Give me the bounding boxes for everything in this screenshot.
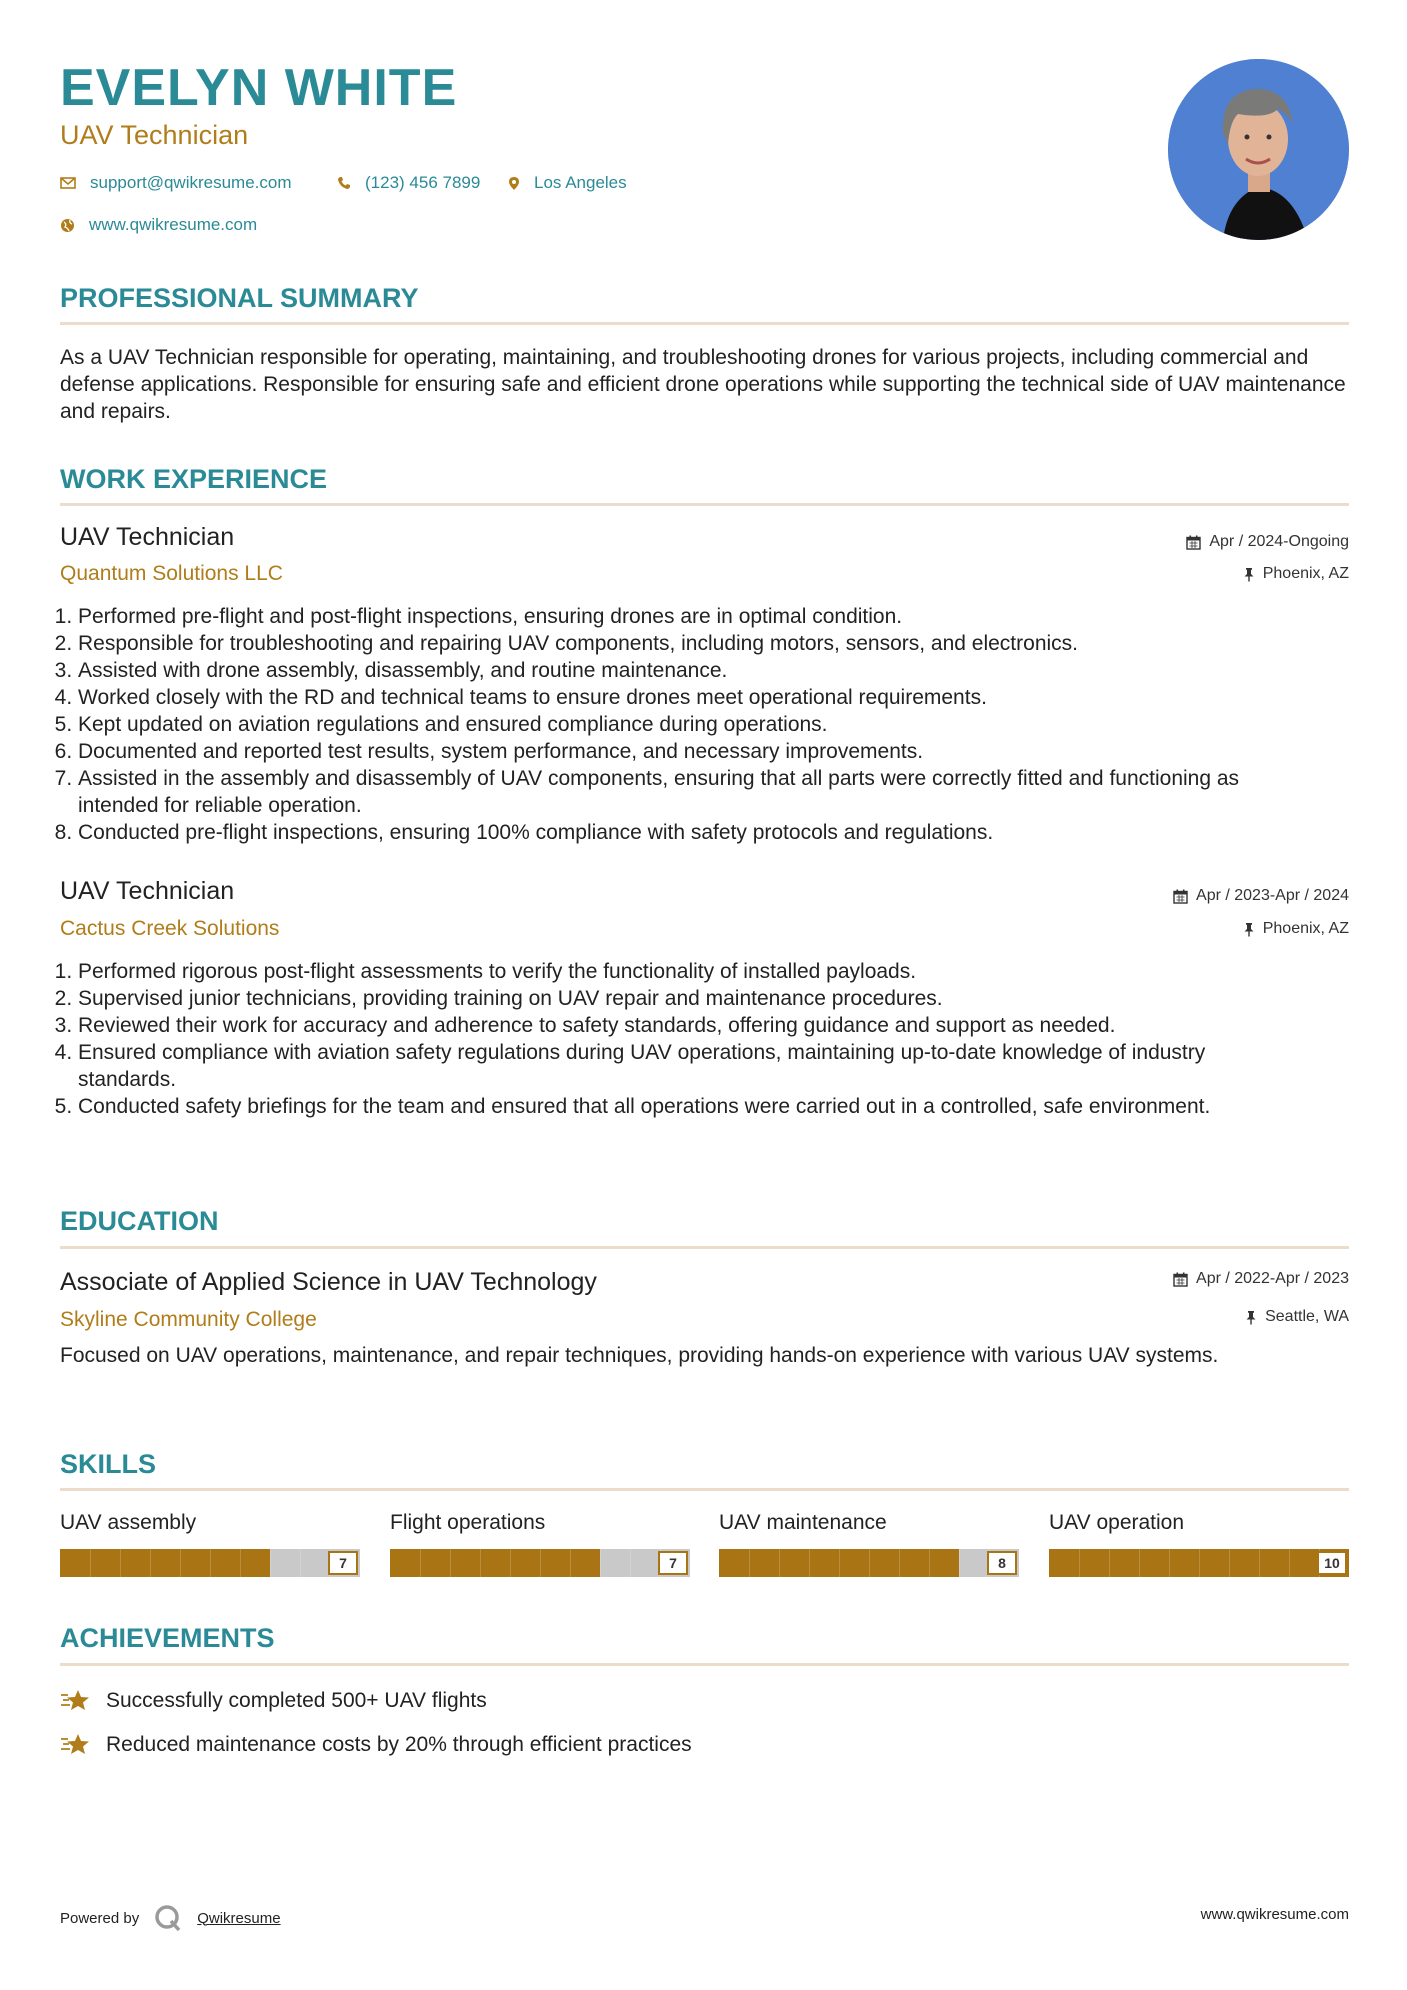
- achievement-item: [60, 1731, 692, 1759]
- list-item: 5. Kept updated on aviation regulations and ensured compliance during operations.: [78, 711, 1308, 738]
- education-description: Focused on UAV operations, maintenance, and repair techniques, providing hands-on experience with various UAV systems.: [60, 1344, 1219, 1367]
- job-date-text: Apr / 2024-Ongoing: [1209, 533, 1349, 550]
- list-item: 4. Ensured compliance with aviation safety regulations during UAV operations, maintaining up-to-date knowledge of industry standards.: [78, 1039, 1308, 1093]
- skill-bar-segment-divider: [809, 1549, 810, 1577]
- portrait-image: [1168, 59, 1349, 240]
- skill-label: Flight operations: [390, 1511, 546, 1534]
- star-icon: [60, 1731, 92, 1759]
- education-date: [1173, 1270, 1349, 1288]
- skill-level-badge: 7: [658, 1551, 688, 1575]
- job-date-text: Apr / 2023-Apr / 2024: [1196, 887, 1349, 904]
- education-heading: EDUCATION: [60, 1206, 219, 1236]
- profile-photo: [1168, 59, 1349, 240]
- skill-bar-track: [719, 1549, 1019, 1577]
- skill-bar-track: [1049, 1549, 1349, 1577]
- skill-bar-segment-divider: [899, 1549, 900, 1577]
- job-date: [1186, 533, 1349, 551]
- education-divider: [60, 1246, 1349, 1249]
- job-date: [1173, 887, 1349, 905]
- phone-text: (123) 456 7899: [365, 173, 481, 192]
- job-bullets: [60, 603, 1308, 846]
- skill-label: UAV assembly: [60, 1511, 197, 1534]
- education-date-text: Apr / 2022-Apr / 2023: [1196, 1270, 1349, 1287]
- education-location: [1245, 1308, 1349, 1326]
- list-item: 2. Responsible for troubleshooting and repairing UAV components, including motors, sensors, and electronics.: [78, 630, 1308, 657]
- skill-bar-segment-divider: [420, 1549, 421, 1577]
- star-icon: [60, 1687, 92, 1715]
- location-text: Los Angeles: [534, 173, 627, 192]
- calendar-icon: [1186, 535, 1201, 550]
- skill-bar-segment-divider: [749, 1549, 750, 1577]
- skill-bar-segment-divider: [1169, 1549, 1170, 1577]
- envelope-icon: [60, 177, 76, 189]
- skill-bar-segment-divider: [180, 1549, 181, 1577]
- skill-bar-segment-divider: [90, 1549, 91, 1577]
- skill-bar-fill: [60, 1549, 270, 1577]
- achievements-divider: [60, 1663, 1349, 1666]
- skill-bar-segment-divider: [1229, 1549, 1230, 1577]
- skill-bar-segment-divider: [120, 1549, 121, 1577]
- skill-bar: [1049, 1549, 1349, 1577]
- job-title: UAV Technician: [60, 877, 235, 905]
- map-pin-icon: [508, 176, 520, 191]
- skill-bar-segment-divider: [1289, 1549, 1290, 1577]
- job-location-text: Phoenix, AZ: [1262, 565, 1349, 582]
- skill-bar-segment-divider: [630, 1549, 631, 1577]
- skill-bar-segment-divider: [570, 1549, 571, 1577]
- education-location-text: Seattle, WA: [1265, 1308, 1349, 1325]
- pushpin-icon: [1243, 567, 1255, 582]
- skill-bar-segment-divider: [150, 1549, 151, 1577]
- school-name: Skyline Community College: [60, 1308, 317, 1331]
- pushpin-icon: [1245, 1310, 1257, 1325]
- list-item: 7. Assisted in the assembly and disassembly of UAV components, ensuring that all parts were correctly fitted and functioning as intended for reliable operation.: [78, 765, 1308, 819]
- summary-heading: PROFESSIONAL SUMMARY: [60, 283, 419, 313]
- skill-level-badge: 8: [987, 1551, 1017, 1575]
- footer-powered-by: [60, 1903, 281, 1933]
- skill-bar: [60, 1549, 360, 1577]
- achievements-heading: ACHIEVEMENTS: [60, 1623, 275, 1653]
- contact-location: [508, 173, 627, 193]
- candidate-name: EVELYN WHITE: [60, 59, 458, 117]
- skill-bar-segment-divider: [270, 1549, 271, 1577]
- email-text: support@qwikresume.com: [90, 173, 292, 192]
- skill-label: UAV operation: [1049, 1511, 1185, 1534]
- skill-bar-segment-divider: [779, 1549, 780, 1577]
- job-company: Quantum Solutions LLC: [60, 562, 283, 585]
- list-item: 3. Assisted with drone assembly, disassembly, and routine maintenance.: [78, 657, 1308, 684]
- pushpin-icon: [1243, 922, 1255, 937]
- skill-bar-segment-divider: [600, 1549, 601, 1577]
- list-item: 8. Conducted pre-flight inspections, ensuring 100% compliance with safety protocols and regulations.: [78, 819, 1308, 846]
- list-item: 3. Reviewed their work for accuracy and adherence to safety standards, offering guidance and support as needed.: [78, 1012, 1308, 1039]
- job-bullets: [60, 958, 1308, 1120]
- skill-level-badge: 7: [328, 1551, 358, 1575]
- skill-bar-segment-divider: [300, 1549, 301, 1577]
- contact-phone[interactable]: [337, 173, 480, 193]
- skill-bar: [719, 1549, 1019, 1577]
- footer-url[interactable]: www.qwikresume.com: [1200, 1906, 1349, 1923]
- job-location: [1243, 565, 1349, 583]
- skill-bar-segment-divider: [1259, 1549, 1260, 1577]
- skill-bar-fill: [390, 1549, 600, 1577]
- skill-label: UAV maintenance: [719, 1511, 887, 1534]
- skill-bar-segment-divider: [959, 1549, 960, 1577]
- globe-icon: [60, 218, 75, 233]
- experience-divider: [60, 503, 1349, 506]
- job-company: Cactus Creek Solutions: [60, 917, 280, 940]
- contact-website[interactable]: [60, 215, 257, 235]
- skill-bar-segment-divider: [210, 1549, 211, 1577]
- skill-bar-segment-divider: [839, 1549, 840, 1577]
- skill-bar-track: [60, 1549, 360, 1577]
- experience-heading: WORK EXPERIENCE: [60, 464, 328, 494]
- powered-by-text: Powered by: [60, 1909, 140, 1927]
- skill-bar-segment-divider: [1079, 1549, 1080, 1577]
- skill-bar-segment-divider: [869, 1549, 870, 1577]
- brand-link[interactable]: Qwikresume: [197, 1909, 281, 1927]
- skill-bar-segment-divider: [540, 1549, 541, 1577]
- calendar-icon: [1173, 1272, 1188, 1287]
- calendar-icon: [1173, 889, 1188, 904]
- website-text: www.qwikresume.com: [89, 215, 258, 234]
- list-item: 6. Documented and reported test results, system performance, and necessary improvements.: [78, 738, 1308, 765]
- skill-bar-segment-divider: [929, 1549, 930, 1577]
- list-item: 4. Worked closely with the RD and technical teams to ensure drones meet operational requirements.: [78, 684, 1308, 711]
- skill-bar-segment-divider: [240, 1549, 241, 1577]
- qwikresume-logo-icon: [153, 1903, 183, 1933]
- skill-bar-segment-divider: [1199, 1549, 1200, 1577]
- skill-bar-track: [390, 1549, 690, 1577]
- contact-email[interactable]: [60, 173, 292, 193]
- phone-icon: [337, 176, 351, 190]
- list-item: 1. Performed pre-flight and post-flight inspections, ensuring drones are in optimal condition.: [78, 603, 1308, 630]
- degree-title: Associate of Applied Science in UAV Technology: [60, 1268, 597, 1296]
- job-location: [1243, 920, 1349, 938]
- summary-text: As a UAV Technician responsible for operating, maintaining, and troubleshooting drones for various projects, including commercial and defense applications. Responsible for ensuring safe and efficient drone operations while supporting the technical side of UAV maintenance and repairs.: [60, 346, 1346, 423]
- achievement-item: [60, 1687, 487, 1715]
- achievement-text: Successfully completed 500+ UAV flights: [106, 1689, 487, 1712]
- skill-bar-segment-divider: [1109, 1549, 1110, 1577]
- job-location-text: Phoenix, AZ: [1262, 920, 1349, 937]
- skill-bar-segment-divider: [480, 1549, 481, 1577]
- skill-bar-segment-divider: [450, 1549, 451, 1577]
- skills-divider: [60, 1488, 1349, 1491]
- achievement-text: Reduced maintenance costs by 20% through efficient practices: [106, 1733, 692, 1756]
- job-title: UAV Technician: [60, 523, 235, 551]
- skill-bar-segment-divider: [510, 1549, 511, 1577]
- list-item: 5. Conducted safety briefings for the team and ensured that all operations were carried out in a controlled, safe environment.: [78, 1093, 1308, 1120]
- list-item: 2. Supervised junior technicians, providing training on UAV repair and maintenance procedures.: [78, 985, 1308, 1012]
- list-item: 1. Performed rigorous post-flight assessments to verify the functionality of installed payloads.: [78, 958, 1308, 985]
- skill-bar: [390, 1549, 690, 1577]
- summary-divider: [60, 322, 1349, 325]
- candidate-role: UAV Technician: [60, 120, 249, 150]
- skill-bar-segment-divider: [1139, 1549, 1140, 1577]
- skill-level-badge: 10: [1317, 1551, 1347, 1575]
- skills-heading: SKILLS: [60, 1449, 157, 1479]
